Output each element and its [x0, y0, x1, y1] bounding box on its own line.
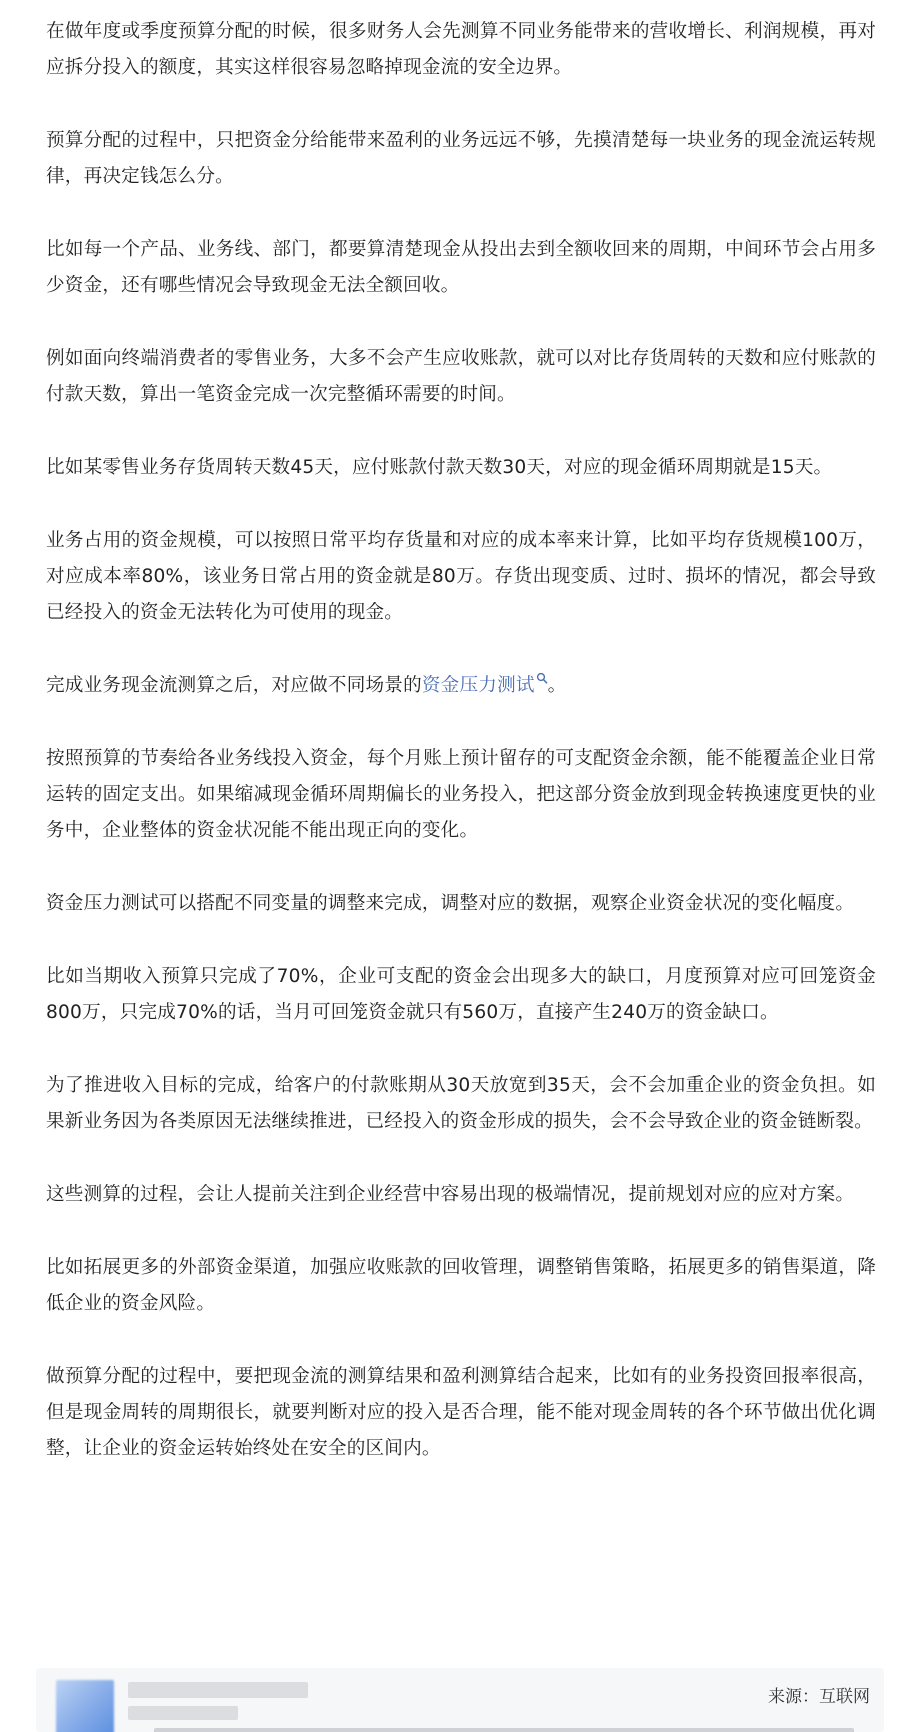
stress-test-paragraph [46, 668, 876, 704]
article-paragraph: 为了推进收入目标的完成，给客户的付款账期从30天放宽到35天，会不会加重企业的资金负担。如果新业务因为各类原因无法继续推进，已经投入的资金形成的损失，会不会导致企业的资金链断裂。 [46, 1075, 876, 1132]
article-paragraph: 比如每一个产品、业务线、部门，都要算清楚现金从投出去到全额收回来的周期，中间环节会占用多少资金，还有哪些情况会导致现金无法全额回收。 [46, 239, 876, 296]
blurred-text-line [154, 1728, 854, 1732]
article-paragraph: 在做年度或季度预算分配的时候，很多财务人会先测算不同业务能带来的营收增长、利润规模，再对应拆分投入的额度，其实这样很容易忽略掉现金流的安全边界。 [46, 21, 876, 78]
article-paragraph: 按照预算的节奏给各业务线投入资金，每个月账上预计留存的可支配资金余额，能不能覆盖企业日常运转的固定支出。如果缩减现金循环周期偏长的业务投入，把这部分资金放到现金转换速度更快的业务中，企业整体的资金状况能不能出现正向的变化。 [46, 748, 876, 841]
paragraph-text-before: 完成业务现金流测算之后，对应做不同场景的 [46, 675, 422, 696]
blurred-thumbnail [56, 1680, 114, 1732]
article-paragraph: 比如当期收入预算只完成了70%，企业可支配的资金会出现多大的缺口，月度预算对应可回笼资金800万，只完成70%的话，当月可回笼资金就只有560万，直接产生240万的资金缺口。 [46, 966, 876, 1023]
article-paragraph: 比如某零售业务存货周转天数45天，应付账款付款天数30天，对应的现金循环周期就是15天。 [46, 457, 833, 478]
blurred-title-bar [128, 1706, 238, 1720]
source-label: 来源：互联网 [768, 1687, 870, 1707]
source-card[interactable] [36, 1668, 884, 1732]
stress-test-link-label: 资金压力测试 [421, 675, 535, 696]
search-icon [536, 672, 548, 686]
blurred-title-bar [128, 1682, 308, 1698]
article-paragraph: 例如面向终端消费者的零售业务，大多不会产生应收账款，就可以对比存货周转的天数和应付账款的付款天数，算出一笔资金完成一次完整循环需要的时间。 [46, 348, 876, 405]
article-paragraph: 这些测算的过程，会让人提前关注到企业经营中容易出现的极端情况，提前规划对应的应对方案。 [46, 1184, 855, 1205]
stress-test-link[interactable] [422, 675, 548, 696]
article-paragraph: 资金压力测试可以搭配不同变量的调整来完成，调整对应的数据，观察企业资金状况的变化幅度。 [46, 893, 855, 914]
paragraph-text-after: 。 [547, 675, 567, 696]
article-paragraph: 业务占用的资金规模，可以按照日常平均存货量和对应的成本率来计算，比如平均存货规模100万，对应成本率80%，该业务日常占用的资金就是80万。存货出现变质、过时、损坏的情况，都会导致已经投入的资金无法转化为可使用的现金。 [46, 530, 876, 623]
article-body [46, 14, 876, 1504]
article-paragraph: 预算分配的过程中，只把资金分给能带来盈利的业务远远不够，先摸清楚每一块业务的现金流运转规律，再决定钱怎么分。 [46, 130, 876, 187]
article-paragraph: 做预算分配的过程中，要把现金流的测算结果和盈利测算结合起来，比如有的业务投资回报率很高，但是现金周转的周期很长，就要判断对应的投入是否合理，能不能对现金周转的各个环节做出优化调整，让企业的资金运转始终处在安全的区间内。 [46, 1366, 876, 1459]
article-paragraph: 比如拓展更多的外部资金渠道，加强应收账款的回收管理，调整销售策略，拓展更多的销售渠道，降低企业的资金风险。 [46, 1257, 876, 1314]
